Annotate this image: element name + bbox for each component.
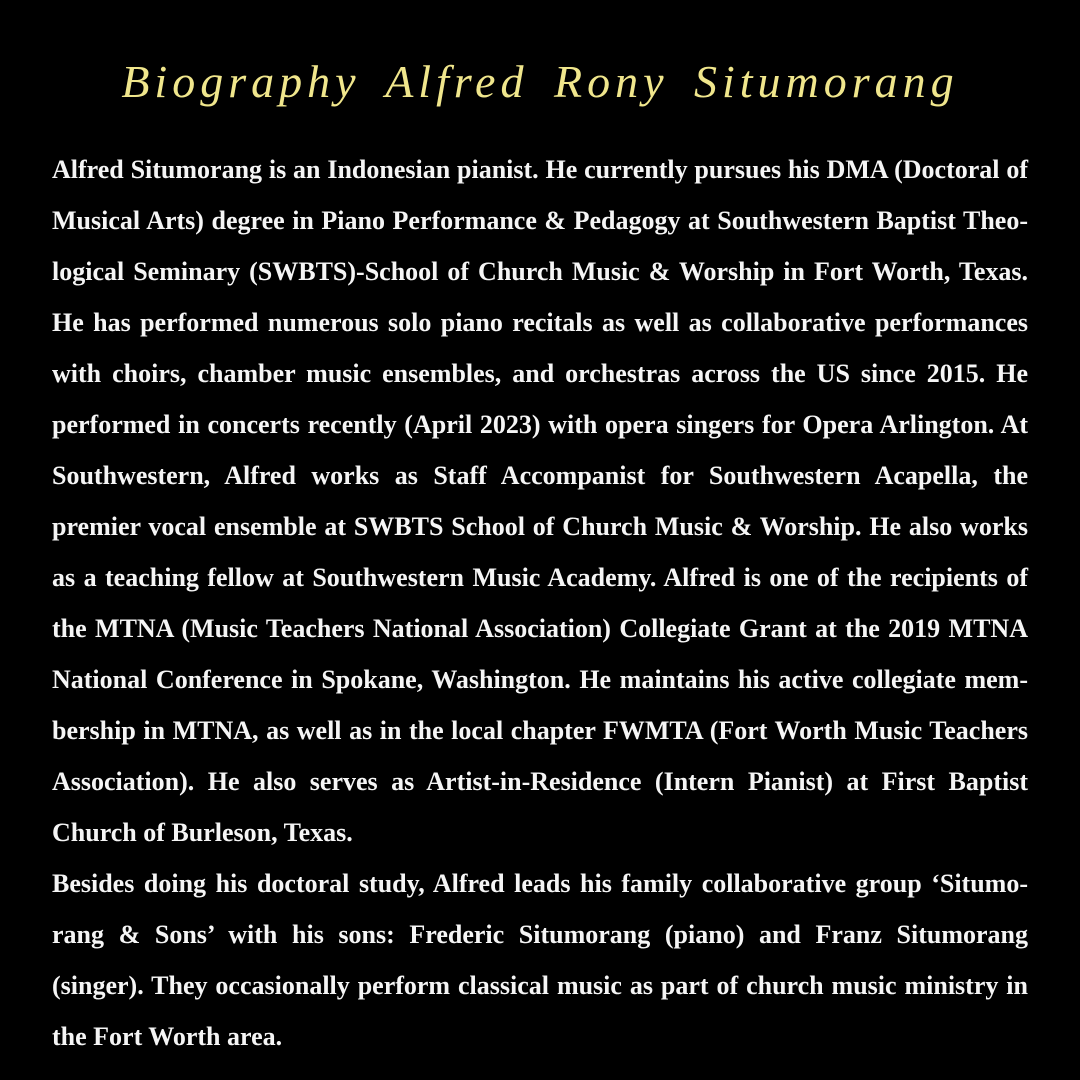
bio-line: bership in MTNA, as well as in the local chapter FWMTA (Fort Worth Music Teachers <box>52 716 1028 745</box>
bio-line: Alfred Situmorang is an Indonesian pianist. He currently pursues his DMA (Doctoral of <box>52 155 1028 184</box>
biography-paragraph-family <box>52 858 1028 1062</box>
bio-line: performed in concerts recently (April 2023) with opera singers for Opera Arlington. At <box>52 410 1028 439</box>
bio-line: the MTNA (Music Teachers National Association) Collegiate Grant at the 2019 MTNA <box>52 614 1028 643</box>
bio-line: as a teaching fellow at Southwestern Music Academy. Alfred is one of the recipients of <box>52 563 1028 592</box>
biography-text <box>52 144 1028 1062</box>
bio-line: with choirs, chamber music ensembles, and orchestras across the US since 2015. He <box>52 359 1028 388</box>
bio-line: logical Seminary (SWBTS)-School of Church Music & Worship in Fort Worth, Texas. <box>52 257 1028 286</box>
bio-line: National Conference in Spokane, Washington. He maintains his active collegiate mem- <box>52 665 1028 694</box>
bio-line: rang & Sons’ with his sons: Frederic Situmorang (piano) and Franz Situmorang <box>52 920 1028 949</box>
biography-paragraph-career <box>52 297 1028 858</box>
bio-line: Association). He also serves as Artist-in-Residence (Intern Pianist) at First Baptist <box>52 767 1028 796</box>
bio-line: the Fort Worth area. <box>52 1022 283 1051</box>
bio-line: premier vocal ensemble at SWBTS School of Church Music & Worship. He also works <box>52 512 1028 541</box>
bio-line: Besides doing his doctoral study, Alfred leads his family collaborative group ‘Situmo- <box>52 869 1028 898</box>
page-title: Biography Alfred Rony Situmorang <box>121 56 959 107</box>
bio-line: (singer). They occasionally perform classical music as part of church music ministry in <box>52 971 1028 1000</box>
bio-line: Southwestern, Alfred works as Staff Accompanist for Southwestern Acapella, the <box>52 461 1028 490</box>
bio-line: Musical Arts) degree in Piano Performance & Pedagogy at Southwestern Baptist Theo- <box>52 206 1028 235</box>
bio-line: He has performed numerous solo piano recitals as well as collaborative performances <box>52 308 1028 337</box>
bio-line: Church of Burleson, Texas. <box>52 818 353 847</box>
biography-paragraph-intro <box>52 144 1028 297</box>
